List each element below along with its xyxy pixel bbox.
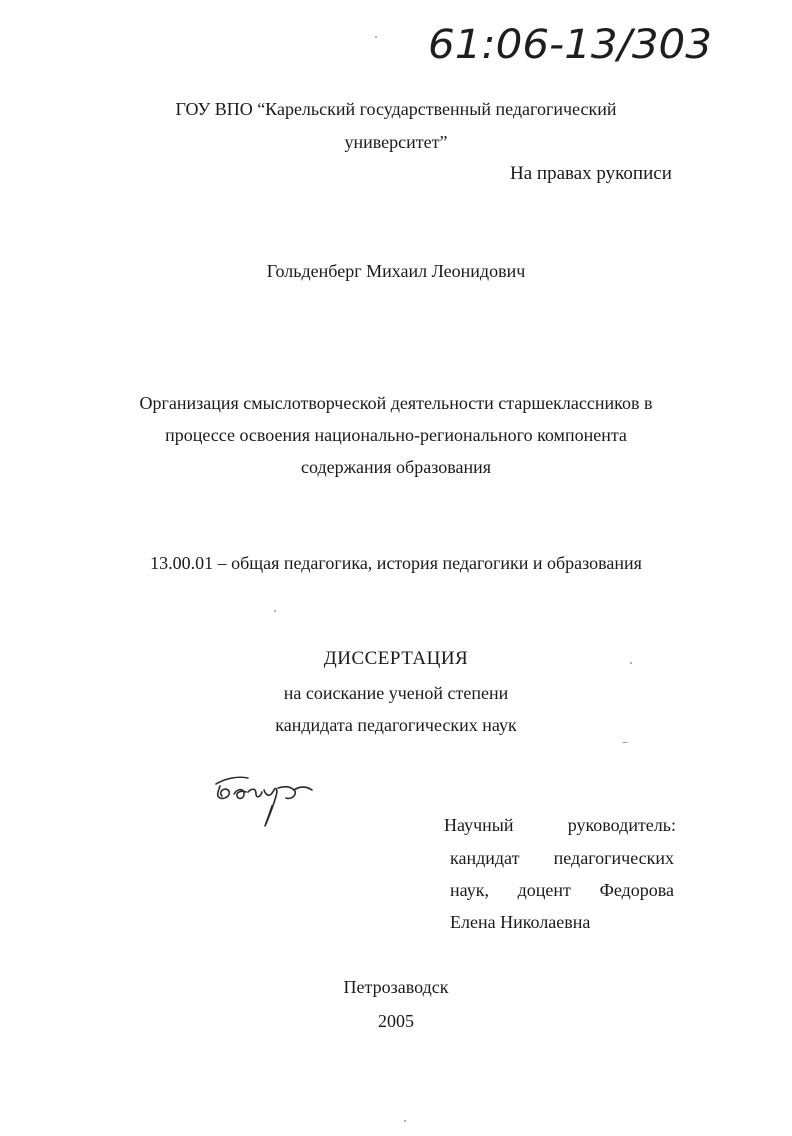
institution-line-2: университет”: [344, 132, 448, 152]
supervisor-rank-word-2: доцент: [517, 880, 571, 900]
scan-speck: [622, 742, 628, 743]
specialty-code: 13.00.01 – общая педагогика, история педагогики и образования: [150, 553, 642, 573]
author-name: Гольденберг Михаил Леонидович: [266, 261, 526, 281]
supervisor-degree: [450, 847, 674, 869]
handwritten-archive-number: [426, 12, 716, 70]
year: 2005: [378, 1011, 414, 1031]
supervisor-degree-word-2: педагогических: [553, 848, 674, 868]
scan-speck: [274, 610, 276, 612]
supervisor-degree-word-1: кандидат: [450, 848, 520, 868]
supervisor-label-word-1: Научный: [444, 815, 514, 835]
scan-speck: [375, 36, 377, 38]
rights-notice: На правах рукописи: [510, 163, 672, 184]
degree-line-1: на соискание ученой степени: [283, 683, 509, 703]
scan-speck: [630, 662, 632, 664]
supervisor-label: [444, 814, 676, 836]
supervisor-full-name: Елена Николаевна: [450, 912, 591, 932]
supervisor-rank-word-1: наук,: [450, 880, 489, 900]
signature-icon: [208, 770, 320, 832]
degree-line-2: кандидата педагогических наук: [275, 715, 517, 735]
institution-line-1: ГОУ ВПО “Карельский государственный педагогический: [175, 99, 617, 119]
dissertation-title-line-1: Организация смыслотворческой деятельности старшеклассников в: [139, 393, 653, 413]
supervisor-rank-word-3: Федорова: [599, 880, 674, 900]
dissertation-title-line-2: процессе освоения национально-регионального компонента: [165, 425, 627, 445]
document-type: ДИССЕРТАЦИЯ: [323, 648, 469, 669]
dissertation-title-line-3: содержания образования: [300, 457, 492, 477]
scan-speck: [404, 1120, 406, 1122]
supervisor-label-word-2: руководитель:: [567, 815, 676, 835]
svg-text:61:06-13/303: 61:06-13/303: [428, 22, 712, 68]
supervisor-rank-name: [450, 879, 674, 901]
city: Петрозаводск: [343, 977, 449, 997]
